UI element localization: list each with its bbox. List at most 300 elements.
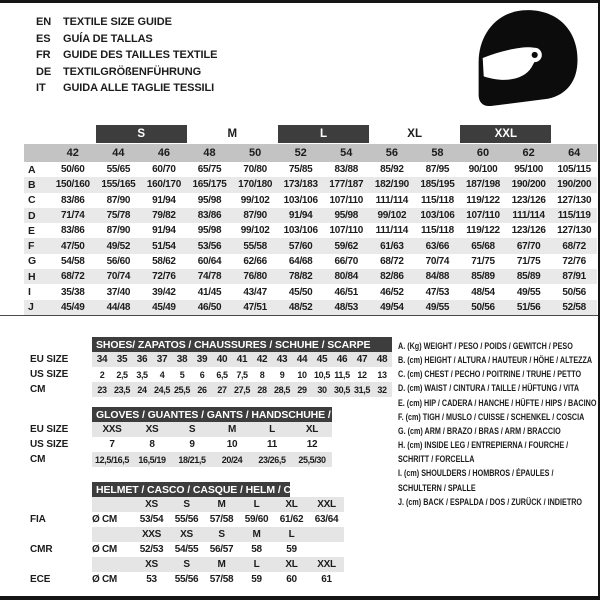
shoes-cell: 11,5 [334, 369, 350, 380]
section-divider [0, 315, 598, 316]
helmet-value: 61 [321, 574, 332, 585]
helmet-size-label: XL [285, 559, 298, 570]
language-title: GUIDE DES TAILLES TEXTILE [63, 49, 218, 61]
shoes-table-body [30, 352, 396, 397]
row-label: US SIZE [30, 439, 69, 450]
legend-item-j [398, 495, 600, 509]
language-row [36, 47, 217, 64]
size-number: 48 [203, 147, 216, 159]
measurement-value: 119/122 [466, 194, 500, 206]
row-label [30, 497, 92, 512]
shoes-cell: 28,5 [274, 384, 290, 395]
shoes-cell: 44 [296, 354, 308, 365]
helmet-value: 60 [286, 574, 297, 585]
measurement-value: 47/50 [61, 240, 85, 252]
size-number-row [24, 144, 597, 162]
helmet-value: 61/62 [279, 514, 304, 525]
helmet-size-label: M [252, 529, 261, 540]
measurement-value: 150/160 [55, 179, 90, 191]
measurement-value: 41/45 [197, 286, 222, 298]
helmet-value: 57/58 [209, 574, 234, 585]
measurement-value: 103/106 [420, 210, 455, 222]
measurement-value: 91/94 [152, 194, 176, 206]
shoes-cell: 38 [176, 354, 188, 365]
helmet-size-label: XS [145, 499, 158, 510]
shoes-cells [92, 367, 392, 382]
helmet-size-label: XS [145, 559, 158, 570]
helmet-size-label: XL [285, 499, 298, 510]
measurement-value: 52/58 [562, 301, 586, 313]
measurement-value: 75/85 [288, 164, 313, 176]
diameter-label: Ø CM [92, 574, 117, 585]
measurement-value: 70/74 [425, 255, 450, 267]
size-group-xl: XL [407, 128, 422, 140]
measurement-row-c [24, 193, 597, 208]
legend-line: F. (cm) TIGH / MUSLO / CUISSE / SCHENKEL / COSCIA [398, 411, 585, 422]
measurement-value: 90/100 [468, 164, 498, 176]
helmet-value [309, 542, 344, 557]
gloves-cell: 10 [226, 439, 238, 450]
language-row [36, 64, 217, 81]
measurement-value: 182/190 [374, 179, 409, 191]
measurement-value: 99/102 [240, 225, 270, 237]
shoes-cell: 26 [197, 384, 207, 395]
helmet-value: 63/64 [314, 514, 339, 525]
language-list [36, 14, 217, 97]
measurement-value: 65/68 [471, 240, 495, 252]
gloves-cell: M [227, 424, 237, 435]
language-code: FR [36, 49, 51, 61]
measurement-value: 83/86 [61, 225, 85, 237]
gloves-table-body [30, 422, 396, 467]
helmet-value: 53/54 [139, 514, 164, 525]
shoes-row-cm [30, 382, 396, 397]
size-group-l: L [278, 125, 369, 143]
shoes-cell: 42 [256, 354, 268, 365]
helmet-value: 57/58 [209, 514, 234, 525]
measurement-value: 63/66 [425, 240, 450, 252]
legend-line: SCHRITT / FORCELLA [398, 454, 475, 465]
gloves-title-bar: GLOVES / GUANTES / GANTS / HANDSCHUHE / GUANTI [92, 407, 332, 422]
measurement-value: 54/58 [61, 255, 85, 267]
language-title: GUÍA DE TALLAS [63, 32, 153, 45]
shoes-table-header [30, 337, 396, 352]
diameter-label: Ø CM [92, 514, 117, 525]
measurement-row-a [24, 162, 597, 177]
measurement-value: 60/70 [152, 164, 176, 176]
shoes-cell: 29 [297, 384, 307, 395]
shoes-cell: 5 [179, 369, 185, 380]
legend-line: I. (cm) SHOULDERS / HOMBROS / ÉPAULES / [398, 468, 554, 479]
measurement-value: 50/56 [471, 301, 495, 313]
helmet-size-spacer [92, 497, 134, 512]
row-label [30, 557, 92, 572]
size-number: 42 [66, 147, 79, 159]
shoes-title-bar: SHOES/ ZAPATOS / CHAUSSURES / SCHUHE / SCARPE [92, 337, 392, 352]
measurement-value: 111/114 [512, 210, 545, 222]
measurement-value: 68/72 [562, 240, 586, 252]
helmet-size-label: M [217, 499, 226, 510]
row-label: EU SIZE [30, 354, 69, 365]
helmet-sizes-row-cmr [30, 527, 396, 542]
row-letter: C [28, 194, 36, 207]
measurement-value: 85/89 [516, 271, 541, 283]
gloves-cell: 7 [109, 439, 115, 450]
language-title: TEXTILE SIZE GUIDE [63, 16, 172, 28]
measurement-value: 45/49 [61, 301, 85, 313]
measurement-row-d [24, 208, 597, 223]
measurement-value: 37/40 [106, 286, 131, 298]
language-code: DE [36, 65, 52, 78]
shoes-cell: 7,5 [236, 369, 248, 380]
size-number: 46 [157, 147, 171, 159]
helmet-title-bar: HELMET / CASCO / CASQUE / HELM / CASCO [92, 482, 290, 497]
row-letter: F [28, 240, 35, 253]
shoes-row-eu-size [30, 352, 396, 367]
textile-size-table [24, 125, 597, 315]
measurement-value: 46/50 [197, 301, 222, 313]
shoes-cell: 36 [136, 354, 148, 365]
shoes-cell: 41 [236, 354, 248, 365]
helmet-values-row-fia [30, 512, 396, 527]
measurement-value: 71/75 [516, 255, 541, 267]
measurement-value: 84/88 [425, 271, 450, 283]
measurement-value: 95/100 [514, 164, 544, 176]
measurement-row-j [24, 300, 597, 315]
shoes-cell: 40 [216, 354, 228, 365]
measurement-value: 70/80 [243, 164, 267, 176]
helmet-size-cells [92, 557, 344, 572]
gloves-cell: 16,5/19 [138, 454, 166, 465]
shoes-cell: 10,5 [314, 369, 330, 380]
measurement-value: 56/60 [106, 255, 131, 267]
legend-line: C. (cm) CHEST / PECHO / POITRINE / TRUHE / PETTO [398, 369, 582, 380]
row-label: CM [30, 454, 46, 465]
shoes-cell: 10 [297, 369, 307, 380]
gloves-cell: 12 [306, 439, 318, 450]
measurement-value: 111/114 [375, 194, 409, 206]
measurement-value: 95/98 [334, 210, 359, 222]
helmet-value: 53 [146, 574, 157, 585]
gloves-cell: 8 [149, 439, 155, 450]
helmet-sizes-row-ece [30, 557, 396, 572]
measurement-value: 64/68 [288, 255, 313, 267]
language-code: ES [36, 32, 51, 45]
helmet-size-label: L [288, 529, 295, 540]
measurement-value: 185/195 [420, 179, 455, 191]
helmet-value: 54/55 [174, 544, 199, 555]
helmet-value: 58 [251, 544, 262, 555]
legend-line: D. (cm) WAIST / CINTURA / TAILLE / HÜFTUNG / VITA [398, 383, 580, 394]
helmet-size-label: L [253, 499, 260, 510]
measurement-value: 48/52 [288, 301, 313, 313]
gloves-cell: 18/21,5 [178, 454, 206, 465]
row-letter: D [28, 209, 36, 222]
shoes-cell: 2,5 [116, 369, 128, 380]
size-number: 54 [340, 147, 353, 159]
measurement-value: 55/65 [106, 164, 131, 176]
row-label: US SIZE [30, 369, 69, 380]
shoes-cell: 37 [156, 354, 168, 365]
measurement-value: 65/75 [197, 164, 222, 176]
lower-tables [30, 329, 396, 587]
measurement-value: 72/76 [562, 255, 586, 267]
helmet-value: 56/57 [209, 544, 234, 555]
shoes-cell: 24,5 [154, 384, 170, 395]
gloves-row-us-size [30, 437, 396, 452]
measurement-value: 105/115 [557, 164, 591, 176]
row-letter: A [28, 163, 36, 176]
measurement-value: 51/54 [152, 240, 176, 252]
shoes-cell: 43 [276, 354, 288, 365]
shoes-cell: 4 [159, 369, 165, 380]
measurement-row-b [24, 177, 597, 192]
measurement-value: 60/64 [197, 255, 222, 267]
shoes-cell: 12 [357, 369, 367, 380]
measurement-value: 107/110 [466, 210, 500, 222]
measurement-value: 111/114 [375, 225, 409, 237]
legend-line: G. (cm) ARM / BRAZO / BRAS / ARM / BRACCIO [398, 425, 561, 436]
measurement-value: 55/58 [243, 240, 267, 252]
shoes-cell: 27 [217, 384, 227, 395]
measurement-value: 68/72 [61, 271, 85, 283]
measurement-value: 85/89 [471, 271, 495, 283]
shoes-cell: 46 [336, 354, 348, 365]
shoes-cell: 23 [97, 384, 107, 395]
measurement-value: 99/102 [240, 194, 270, 206]
measurement-row-f [24, 238, 597, 253]
measurement-value: 95/98 [197, 225, 222, 237]
measurement-value: 123/126 [511, 225, 546, 237]
gloves-cell: L [269, 424, 275, 435]
shoes-cell: 32 [377, 384, 387, 395]
row-label: CM [30, 384, 46, 395]
shoes-row-us-size [30, 367, 396, 382]
measurement-value: 75/78 [106, 210, 131, 222]
gloves-cell: 25,5/30 [298, 454, 326, 465]
measurement-value: 107/110 [329, 194, 364, 206]
measurement-value: 123/126 [511, 194, 546, 206]
measurement-value: 72/76 [152, 271, 176, 283]
gloves-cell: XXS [102, 424, 122, 435]
measurement-value: 53/56 [197, 240, 222, 252]
row-letter: G [28, 255, 37, 268]
measurement-value: 51/56 [516, 301, 541, 313]
shoes-cell: 24 [137, 384, 147, 395]
measurement-row-h [24, 269, 597, 284]
measurement-value: 45/49 [152, 301, 176, 313]
measurement-value: 85/92 [380, 164, 404, 176]
measurement-value: 115/118 [420, 225, 454, 237]
helmet-size-label: S [183, 559, 190, 570]
legend-line: H. (cm) INSIDE LEG / ENTREPIERNA / FOURCHE / [398, 440, 569, 451]
gloves-cell: XL [305, 424, 319, 435]
helmet-value-cells [92, 512, 344, 527]
measurement-value: 66/70 [334, 255, 359, 267]
measurement-value: 119/122 [466, 225, 500, 237]
shoes-cells [92, 382, 392, 397]
legend-item-a [398, 339, 600, 353]
language-title: TEXTILGRÖßENFÜHRUNG [63, 65, 202, 78]
measurement-value: 45/50 [288, 286, 313, 298]
gloves-cells [92, 422, 332, 437]
measurement-value: 68/72 [380, 255, 404, 267]
helmet-size-label: L [253, 559, 260, 570]
helmet-values-row-ece [30, 572, 396, 587]
measurement-value: 47/53 [425, 286, 450, 298]
measurement-value: 87/90 [243, 210, 267, 222]
shoes-cell: 34 [96, 354, 108, 365]
measurement-value: 82/86 [380, 271, 404, 283]
measurement-value: 39/42 [152, 286, 176, 298]
row-letter: B [28, 178, 36, 191]
shoes-cell: 31,5 [354, 384, 370, 395]
measurement-value: 76/80 [243, 271, 267, 283]
measurement-value: 79/82 [152, 210, 176, 222]
helmet-size-label: XS [180, 529, 193, 540]
helmet-size-label: XXL [317, 559, 336, 570]
measurement-value: 46/52 [380, 286, 404, 298]
measurement-value: 59/62 [334, 240, 359, 252]
measurement-value: 177/187 [329, 179, 364, 191]
helmet-size-label [309, 527, 344, 542]
shoes-cell: 6,5 [216, 369, 228, 380]
measurement-value: 62/66 [243, 255, 267, 267]
helmet-values-row-cmr [30, 542, 396, 557]
size-group-m: M [227, 128, 238, 140]
measurement-value: 87/91 [562, 271, 586, 283]
measurement-value: 70/74 [106, 271, 131, 283]
helmet-value: 59 [251, 574, 262, 585]
helmet-size-label: XXS [141, 529, 162, 540]
language-row [36, 80, 217, 97]
gloves-row-cm [30, 452, 396, 467]
legend-line: E. (cm) HIP / CADERA / HANCHE / HÜFTE / HIPS / BACINO [398, 397, 597, 408]
gloves-table-header [30, 407, 396, 422]
helmet-value: 59 [286, 544, 297, 555]
language-title: GUIDA ALLE TAGLIE TESSILI [63, 82, 215, 94]
measurement-value: 80/84 [334, 271, 359, 283]
helmet-size-cells [92, 497, 344, 512]
measurement-value: 170/180 [238, 179, 273, 191]
measurement-row-g [24, 254, 597, 269]
measurement-value: 67/70 [516, 240, 541, 252]
measurement-value: 87/90 [106, 194, 131, 206]
size-number: 52 [294, 147, 307, 159]
measurement-value: 49/54 [380, 301, 404, 313]
language-code: EN [36, 16, 52, 28]
measurement-value: 74/78 [197, 271, 222, 283]
language-code: IT [36, 82, 46, 94]
language-row [36, 31, 217, 48]
measurement-value: 49/55 [516, 286, 541, 298]
helmet-value: 59/60 [244, 514, 269, 525]
size-number: 64 [568, 147, 581, 159]
shoes-cell: 28 [257, 384, 267, 395]
legend-line: J. (cm) BACK / ESPALDA / DOS / ZURÜCK / INDIETRO [398, 496, 583, 507]
size-number: 58 [431, 147, 444, 159]
measurement-value: 127/130 [557, 194, 592, 206]
shoes-cell: 3,5 [136, 369, 148, 380]
measurement-value: 49/52 [106, 240, 131, 252]
measurement-row-i [24, 284, 597, 299]
measurement-value: 103/106 [283, 194, 318, 206]
helmet-size-cells [92, 527, 344, 542]
shoes-cell: 23,5 [114, 384, 130, 395]
measurement-value: 115/118 [420, 194, 454, 206]
shoes-cell: 45 [316, 354, 328, 365]
legend-item-c [398, 367, 600, 381]
shoes-cell: 8 [259, 369, 265, 380]
size-cell-spacer [24, 144, 50, 162]
measurement-value: 190/200 [511, 179, 546, 191]
measurement-value: 44/48 [106, 301, 131, 313]
measurement-value: 46/51 [334, 286, 359, 298]
helmet-value-cells [92, 572, 344, 587]
standard-label: CMR [30, 544, 53, 555]
measurement-value: 95/98 [197, 194, 222, 206]
measurement-value: 127/130 [557, 225, 592, 237]
shoes-cell: 47 [356, 354, 368, 365]
legend-item-d [398, 381, 600, 395]
gloves-cell: 20/24 [221, 454, 243, 465]
measurement-legend [398, 339, 600, 509]
row-letter: H [28, 270, 36, 283]
size-number: 62 [522, 147, 535, 159]
helmet-value: 55/56 [174, 514, 199, 525]
helmet-table-body [30, 497, 396, 587]
language-row [36, 14, 217, 31]
helmet-size-spacer [92, 557, 134, 572]
measurement-value: 115/119 [557, 210, 591, 222]
helmet-sizes-row-fia [30, 497, 396, 512]
measurement-value: 48/53 [334, 301, 359, 313]
helmet-value: 52/53 [139, 544, 164, 555]
size-table-body [24, 162, 597, 315]
measurement-value: 71/74 [61, 210, 85, 222]
gloves-cell: XS [145, 424, 159, 435]
measurement-value: 47/51 [243, 301, 267, 313]
shoes-cell: 6 [199, 369, 205, 380]
helmet-size-label: XXL [317, 499, 336, 510]
size-group-header-row [24, 125, 597, 143]
gloves-cell: 11 [267, 439, 277, 450]
standard-label: FIA [30, 514, 46, 525]
measurement-value: 91/94 [288, 210, 313, 222]
measurement-value: 83/88 [334, 164, 359, 176]
gloves-cells [92, 452, 332, 467]
legend-line: SCHULTERN / SPALLE [398, 482, 476, 493]
gloves-cell: 12,5/16,5 [95, 454, 129, 465]
shoes-cell: 39 [196, 354, 208, 365]
helmet-value: 55/56 [174, 574, 199, 585]
shoes-cell: 30,5 [334, 384, 350, 395]
legend-item-f [398, 410, 600, 424]
measurement-value: 165/175 [192, 179, 227, 191]
shoes-cell: 27,5 [234, 384, 250, 395]
row-letter: I [28, 286, 31, 299]
measurement-value: 107/110 [329, 225, 364, 237]
measurement-value: 103/106 [283, 225, 318, 237]
measurement-value: 91/94 [152, 225, 176, 237]
measurement-value: 155/165 [101, 179, 136, 191]
size-number: 44 [112, 147, 125, 159]
shoes-cell: 48 [376, 354, 388, 365]
measurement-value: 58/62 [152, 255, 176, 267]
measurement-value: 83/86 [197, 210, 222, 222]
measurement-value: 43/47 [243, 286, 267, 298]
legend-line: B. (cm) HEIGHT / ALTURA / HAUTEUR / HÖHE / ALTEZZA [398, 355, 593, 366]
